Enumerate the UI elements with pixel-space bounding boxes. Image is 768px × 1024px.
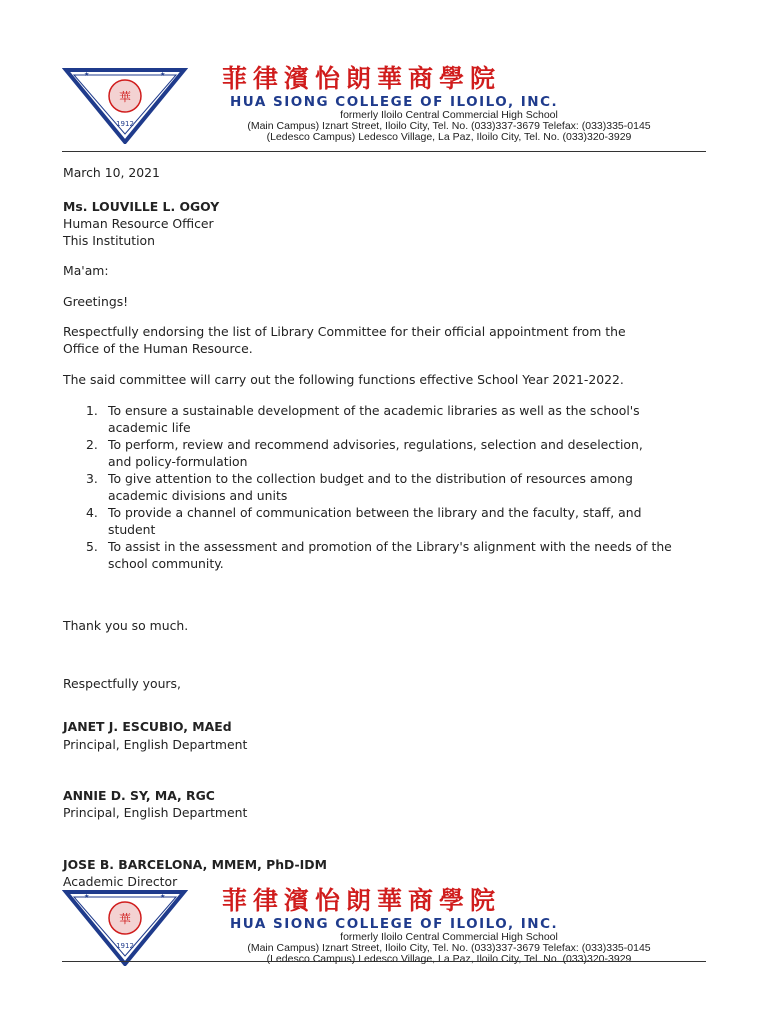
signatory-name: JANET J. ESCUBIO, MAEd: [63, 719, 232, 734]
college-seal-logo: [62, 888, 188, 966]
list-item-text: To ensure a sustainable development of the academic libraries as well as the school's: [108, 403, 640, 418]
list-item-text: student: [108, 522, 156, 537]
svg-text:★: ★: [160, 71, 166, 78]
list-item: [86, 504, 706, 538]
svg-text:★: ★: [84, 71, 90, 78]
main-campus-line: (Main Campus) Iznart Street, Iloilo City, Tel. No. (033)337-3679 Telefax: (033)335-0145: [247, 942, 651, 954]
list-item-text: academic divisions and units: [108, 488, 288, 503]
signatory-title: Principal, English Department: [63, 805, 248, 820]
formerly-line: formerly Iloilo Central Commercial High School: [340, 931, 558, 943]
footer-divider: [62, 961, 706, 962]
signatory-title: Academic Director: [63, 874, 178, 889]
svg-text:1912: 1912: [116, 120, 134, 128]
paragraph-2: The said committee will carry out the following functions effective School Year 2021-2022.: [63, 372, 624, 387]
letterhead-bottom: [62, 886, 706, 972]
greeting: Greetings!: [63, 294, 129, 309]
svg-text:華: 華: [118, 90, 132, 104]
letterhead-top: [62, 64, 706, 150]
list-item: [86, 436, 706, 470]
list-item-text: To provide a channel of communication between the library and the faculty, staff, and: [108, 505, 642, 520]
list-item-number: 4.: [86, 505, 98, 520]
salutation: Ma'am:: [63, 263, 109, 278]
signatory-name: JOSE B. BARCELONA, MMEM, PhD-IDM: [63, 857, 327, 872]
signatory-name: ANNIE D. SY, MA, RGC: [63, 788, 215, 803]
functions-list: [86, 402, 706, 572]
formerly-line: formerly Iloilo Central Commercial High School: [340, 109, 558, 121]
ledesco-campus-line: (Ledesco Campus) Ledesco Village, La Paz, Iloilo City, Tel. No. (033)320-3929: [266, 953, 632, 965]
recipient-org: This Institution: [63, 233, 155, 248]
svg-text:華: 華: [118, 912, 132, 926]
list-item-text: and policy-formulation: [108, 454, 248, 469]
main-campus-line: (Main Campus) Iznart Street, Iloilo City, Tel. No. (033)337-3679 Telefax: (033)335-0145: [247, 120, 651, 132]
closing-thanks: Thank you so much.: [63, 618, 189, 633]
svg-text:★: ★: [160, 893, 166, 900]
list-item-number: 5.: [86, 539, 98, 554]
ledesco-campus-line: (Ledesco Campus) Ledesco Village, La Paz, Iloilo City, Tel. No. (033)320-3929: [266, 131, 632, 143]
paragraph-1-line-2: Office of the Human Resource.: [63, 341, 253, 356]
recipient-name: Ms. LOUVILLE L. OGOY: [63, 199, 220, 214]
closing: Respectfully yours,: [63, 676, 181, 691]
header-divider: [62, 151, 706, 152]
list-item-number: 3.: [86, 471, 98, 486]
list-item-number: 1.: [86, 403, 98, 418]
college-english-name: HUA SIONG COLLEGE OF ILOILO, INC.: [230, 916, 559, 932]
signatory-title: Principal, English Department: [63, 737, 248, 752]
college-seal-logo: [62, 66, 188, 144]
list-item: [86, 538, 706, 572]
list-item-text: To give attention to the collection budget and to the distribution of resources among: [108, 471, 633, 486]
list-item-text: academic life: [108, 420, 191, 435]
recipient-title: Human Resource Officer: [63, 216, 214, 231]
list-item-text: To perform, review and recommend advisories, regulations, selection and deselection,: [108, 437, 643, 452]
svg-text:★: ★: [84, 893, 90, 900]
college-chinese-name: 菲律濱怡朗華商學院: [222, 64, 502, 93]
list-item: [86, 470, 706, 504]
svg-text:1912: 1912: [116, 942, 134, 950]
list-item-number: 2.: [86, 437, 98, 452]
list-item-text: To assist in the assessment and promotion of the Library's alignment with the needs of the: [108, 539, 672, 554]
college-chinese-name: 菲律濱怡朗華商學院: [222, 886, 502, 915]
list-item-text: school community.: [108, 556, 224, 571]
paragraph-1-line-1: Respectfully endorsing the list of Library Committee for their official appointment from the: [63, 324, 626, 339]
letter-date: March 10, 2021: [63, 165, 160, 180]
list-item: [86, 402, 706, 436]
college-english-name: HUA SIONG COLLEGE OF ILOILO, INC.: [230, 94, 559, 110]
